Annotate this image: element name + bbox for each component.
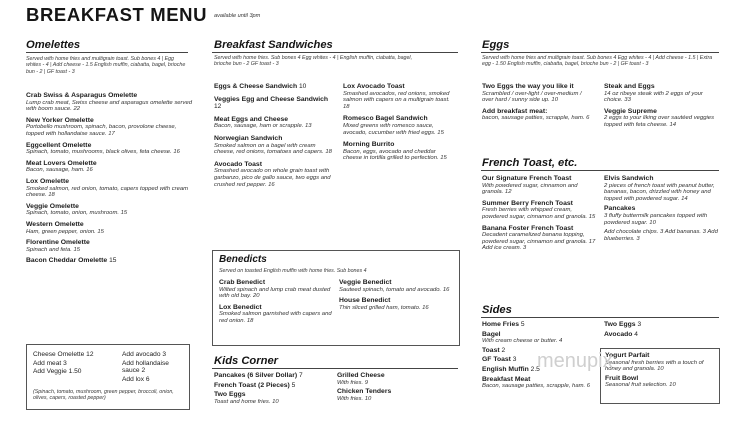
sides-heading: Sides [482,304,512,316]
menu-item [482,331,600,345]
menu-item-desc: Smoked salmon garnished with capers and red onion. 18 [219,311,332,324]
box-item-price: 3 [162,351,167,358]
kids-col-1 [214,372,332,407]
menu-item-name: Two Eggs [604,321,636,328]
menu-item-price: 5 [291,381,296,389]
menu-item-name: Fruit Bowl [605,374,639,382]
benedicts-col-1 [219,279,334,329]
menu-item-name: Avocado Toast [214,160,262,168]
menu-item-name: Yogurt Parfait [605,352,650,359]
menu-item [482,376,600,390]
menu-item-name: Veggie Omelette [26,202,79,210]
menu-item-name: Eggs & Cheese Sandwich [214,83,298,90]
omelettes-list [26,92,194,269]
menu-item-desc: Decadent caramelized banana topping, powdered sugar, cinnamon and granola. 17 Add ice cream. 3 [482,232,596,252]
menu-item [605,375,717,389]
menu-item-name: Breakfast Meat [482,375,531,383]
menu-item-desc: With cream cheese or butter. 4 [482,338,563,345]
menu-item-name: House Benedict [339,297,391,305]
omelettes-heading: Omelettes [26,39,81,51]
menu-item-price: 3 [512,356,517,364]
menu-item-name: Veggies Egg and Cheese Sandwich [214,95,329,103]
menu-item [26,257,194,265]
menu-item [214,116,332,130]
box-item [122,360,186,375]
menu-item [214,372,332,380]
menu-item [26,178,194,199]
menu-item [214,83,332,91]
eggs-note: Served with home fries and multigrain toast. Sub bones 4 Egg whites - 4 | Add cheese - 1.5 | Extra egg - 1.50 English muffin, ciabatta, bagel, brioche bun - 2 | GF toast - 3 [482,55,713,68]
menu-item-desc: Portobello mushroom, spinach, bacon, provolone cheese, topped with hollandaise sauce. 17 [26,124,177,137]
menu-item-name: Meat Lovers Omelette [26,159,97,167]
menu-item-desc: Seasonal fruit selection. 10 [605,382,676,389]
menu-item-name: Two Eggs the way you like it [482,83,574,90]
sandwiches-divider [212,52,458,53]
menu-item [604,321,720,329]
benedicts-note: Served on toasted English muffin with home fries. Sub bones 4 [219,268,367,274]
menu-item [337,388,455,402]
eggs-col-2 [604,83,720,133]
menu-item-desc: Add chocolate chips. 3 Add bananas. 3 Add blueberries. 3 [604,229,718,242]
menu-item [26,92,194,113]
eggs-divider [481,52,719,53]
menu-item [482,108,594,122]
watermark: menupix [537,350,613,372]
sandwiches-note: Served with home fries. Sub bones 4 Egg whites - 4 | English muffin, ciabatta, bagel, brioche bun - 2 GF toast - 3 [214,55,413,68]
menu-item-desc: Spinach and feta. 15 [26,246,81,253]
box-col-2 [122,351,186,384]
menu-item-desc: With powdered sugar, cinnamon and granola. 12 [482,182,578,196]
menu-item-name: Meat Eggs and Cheese [214,115,289,123]
menu-item-name: Lox Avocado Toast [343,83,405,90]
box-item-price: 3 [63,359,67,367]
sandwiches-col-1 [214,83,332,193]
box-item-price: 1.50 [68,368,82,376]
menu-item [604,83,720,104]
french-toast-col-2 [604,175,720,245]
omelettes-divider [26,52,188,53]
french-toast-col-1 [482,175,598,256]
menu-item-desc: bacon, sausage patties, scrapple, ham. 6 [482,115,590,122]
menu-item-desc: Sauteed spinach, tomato and avocado. 16 [339,286,450,293]
menu-title: BREAKFAST MENU [26,4,208,25]
menu-item [343,83,455,110]
menu-item-desc: 2 eggs to your liking over sautéed veggies topped with feta cheese. 14 [604,115,715,128]
menu-item [214,391,332,405]
menu-item-name: Romesco Bagel Sandwich [343,115,428,123]
menu-item [214,135,332,156]
menu-item-desc: 14 oz ribeye steak with 2 eggs of your choice. 33 [604,90,703,104]
menu-item [219,304,334,325]
menu-item-desc: Lump crab meat, Swiss cheese and asparagus omelette served with boom sauce. 22 [26,99,193,113]
menu-item-name: Norwegian Sandwich [214,134,283,142]
menu-item-name: Pancakes (6 Silver Dollar) [214,372,298,379]
menu-item-desc: 3 fluffy buttermilk pancakes topped with powdered sugar. 10 [604,212,708,226]
omelettes-note: Served with home fries and multigrain toast. Sub bones 4 | Egg whites - 4 | Add cheese - 1.5 English muffin, ciabatta, bagel, brioche bun - 2 | GF toast - 3 [26,56,186,75]
french-toast-divider [481,170,719,171]
menu-item-price: 10 [298,83,307,90]
menu-item-name: Summer Berry French Toast [482,199,573,207]
menu-item-name: French Toast (2 Pieces) [214,381,290,389]
kids-divider [212,368,458,369]
box-item [33,351,113,359]
menu-item [343,115,455,136]
box-item-price: 6 [145,375,150,383]
menu-item-desc: Bacon, sausage, ham or scrapple. 13 [214,123,312,130]
menu-item [26,160,194,174]
menu-item-desc: Mixed greens with romesco sauce, avocado, cucumber with fried eggs. 15 [343,122,444,136]
menu-item-name: Bagel [482,330,501,338]
menu-item [482,321,600,329]
menu-item [214,96,332,111]
menu-item [26,117,194,138]
eggs-col-1 [482,83,594,126]
menu-item-name: Veggie Benedict [339,279,392,286]
menu-item-name: New Yorker Omelette [26,116,94,124]
benedicts-heading: Benedicts [219,254,267,265]
menu-item-name: Lox Omelette [26,177,70,185]
menu-item-name: Chicken Tenders [337,388,392,396]
menu-item-desc: Bacon, sausage patties, scrapple, ham. 6 [482,383,591,390]
box-item-price: 2 [141,367,146,375]
menu-item-name: Avocado [604,330,633,338]
menu-item-name: Banana Foster French Toast [482,224,574,232]
menu-item-name: Florentine Omelette [26,239,90,247]
menu-item-price: 7 [298,372,303,379]
menu-item-price: 15 [109,257,117,265]
menu-item-desc: Smashed avocado on whole grain toast with garbanzo, pico de gallo sauce, two eggs and crushed red pepper. 16 [214,168,331,188]
kids-col-2 [337,372,455,404]
box-col-1 [33,351,113,377]
eggs-heading: Eggs [482,39,510,51]
availability-note: available until 3pm [214,13,261,19]
menu-item-name: Toast [482,346,500,354]
menu-item-name: English Muffin [482,365,529,373]
box-item-price: 12 [86,351,94,358]
menu-item [482,83,594,104]
menu-item-desc: Spinach, tomato, mushrooms, black olives, feta cheese. 16 [26,149,180,156]
box-item-name: Cheese Omelette [33,351,85,358]
menu-item [26,239,194,253]
menu-item [604,229,720,242]
box-item-name: Add meat [33,359,62,367]
sides-box [600,348,720,404]
menu-item-name: Crab Benedict [219,279,266,286]
menu-item [26,203,194,217]
box-item [33,360,113,368]
menu-item-desc: Bacon, sausage, ham. 16 [26,167,93,174]
menu-item [337,372,455,386]
menu-item [604,108,720,129]
french-toast-heading: French Toast, etc. [482,157,578,169]
box-item [122,351,186,359]
menu-item [339,297,455,311]
box-item-name: Add Veggie [33,368,67,376]
menu-item-name: Lox Benedict [219,303,262,311]
box-item-name: Add lox [122,375,144,383]
menu-item-desc: Bacon, eggs, avocado and cheddar cheese in tortilla grilled to perfection. 15 [343,148,447,162]
cheese-omelette-box [26,344,190,410]
menu-item-name: Pancakes [604,205,636,213]
menu-item-price: 2 [501,346,506,354]
menu-item-desc: Smoked salmon, red onion, tomato, capers topped with cream cheese. 18 [26,185,189,199]
kids-heading: Kids Corner [214,355,279,367]
menu-item-price: 12 [214,103,222,111]
menu-item-name: Crab Swiss & Asparagus Omelette [26,92,138,99]
menu-item-name: Our Signature French Toast [482,175,572,182]
menu-item-name: Veggie Supreme [604,107,657,115]
sides-col-2 [604,321,720,340]
box-item-name: Add hollandaise sauce [122,359,169,375]
menu-item-desc: Scrambled / over-light / over-medium / over hard / sunny side up. 10 [482,90,582,104]
sides-divider [481,317,719,318]
menu-item-name: Add breakfast meat: [482,107,548,115]
box-item [33,368,113,376]
sandwiches-heading: Breakfast Sandwiches [214,39,333,51]
menu-item-name: GF Toast [482,356,511,364]
menu-item-name: Elvis Sandwich [604,175,654,182]
menu-item-price: 3 [637,321,642,328]
menu-item-desc: 2 pieces of french toast with peanut butter, bananas, bacon, drizzled with honey and topped with powdered sugar. 14 [604,182,715,202]
menu-item-desc: Ham, green pepper, onion. 15 [26,228,104,235]
menu-item-desc: Seasonal fresh berries with a touch of honey and granola. 10 [605,359,704,373]
menu-item [214,382,332,390]
box-note: (Spinach, tomato, mushroom, green pepper, broccoli, onion, olives, capers, roasted pepper) [33,389,174,402]
menu-item-name: Bacon Cheddar Omelette [26,257,108,265]
menu-item-price: 2.5 [530,365,540,373]
menu-item [482,200,598,221]
menu-item-desc: Fresh berries with whipped cream, powdered sugar, cinnamon and granola. 15 [482,207,596,220]
menu-item [482,225,598,252]
benedicts-col-2 [339,279,455,315]
menu-item-name: Grilled Cheese [337,372,385,379]
menu-item-name: Two Eggs [214,391,246,399]
menu-item-desc: Wilted spinach and lump crab meat dusted with old bay. 20 [219,286,331,300]
benedicts-box [212,250,460,346]
menu-item-name: Steak and Eggs [604,83,655,90]
box-item [122,376,186,384]
menu-item-desc: With fries. 9 [337,379,369,386]
menu-item [214,161,332,188]
menu-item [339,279,455,293]
menu-item [604,175,720,202]
menu-item [604,205,720,226]
menu-item [482,175,598,196]
menu-item-desc: Thin sliced grilled ham, tomato. 16 [339,304,429,311]
menu-item-desc: Smoked salmon on a bagel with cream cheese, red onions, tomatoes and capers. 18 [214,142,332,156]
sandwiches-col-2 [343,83,455,167]
menu-item-desc: With fries. 10 [337,395,372,402]
menu-item-desc: Toast and home fries. 10 [214,398,279,405]
menu-item [605,352,717,373]
menu-item-name: Western Omelette [26,220,84,228]
menu-item [604,331,720,339]
menu-item [26,142,194,156]
menu-item-name: Eggcellent Omelette [26,141,92,149]
menu-item [219,279,334,300]
menu-item-desc: Spinach, tomato, onion, mushroom. 15 [26,210,128,217]
menu-item [343,141,455,162]
menu-item-name: Home Fries [482,321,520,328]
sides-box-list [605,352,717,391]
menu-item-price: 5 [520,321,525,328]
box-item-name: Add avocado [122,351,161,358]
menu-item-desc: Smashed avocados, red onions, smoked salmon with capers on a multigrain toast. 18 [343,90,450,110]
menu-item-name: Morning Burrito [343,141,395,149]
menu-item-price: 4 [634,330,638,338]
menu-item [26,221,194,235]
